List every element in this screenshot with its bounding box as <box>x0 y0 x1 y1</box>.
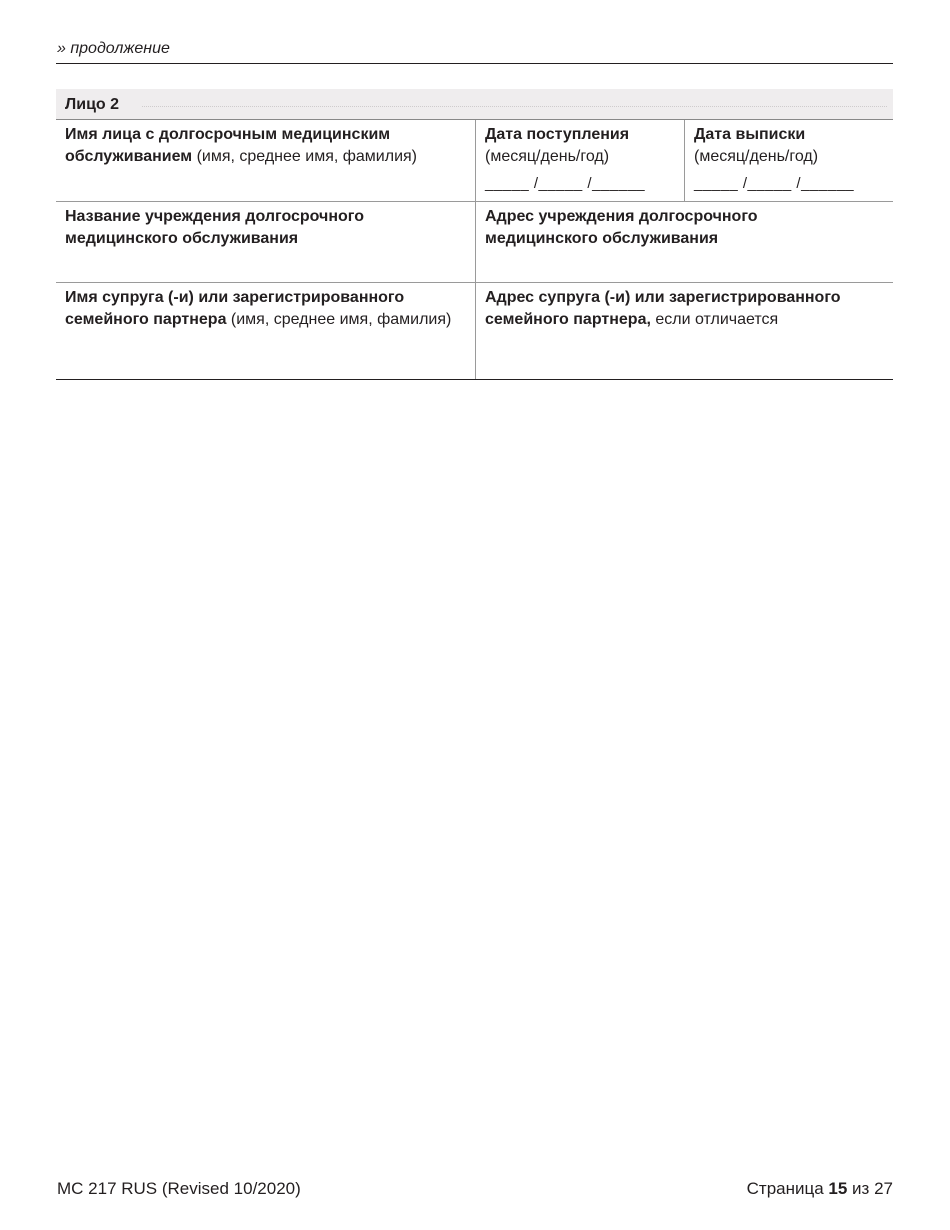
top-divider <box>56 63 893 64</box>
form-row-name-dates <box>56 120 893 202</box>
page-number <box>747 1179 893 1199</box>
field-spouse-address-label: Адрес супруга (-и) или зарегистрированного семейного партнера, <box>485 289 841 328</box>
field-resident-name[interactable] <box>56 120 475 201</box>
field-facility-address-label: Адрес учреждения долгосрочного медицинского обслуживания <box>485 208 758 247</box>
form-row-facility <box>56 202 893 283</box>
section-title: Лицо 2 <box>65 96 120 113</box>
field-resident-name-hint: (имя, среднее имя, фамилия) <box>192 148 418 165</box>
field-facility-name-label: Название учреждения долгосрочного медицинского обслуживания <box>65 208 365 247</box>
field-admission-date[interactable] <box>475 120 684 201</box>
field-discharge-date-label: Дата выписки <box>694 126 806 143</box>
person-2-form <box>56 120 893 380</box>
field-resident-name-label: Имя лица с долгосрочным медицинским обслуживанием <box>65 126 391 165</box>
form-row-spouse <box>56 283 893 380</box>
discharge-date-blank[interactable]: _____ /_____ /______ <box>694 175 855 192</box>
field-discharge-date-format: (месяц/день/год) <box>694 148 819 165</box>
field-facility-name[interactable] <box>56 202 475 282</box>
field-spouse-name-hint: (имя, среднее имя, фамилия) <box>226 311 452 328</box>
dotted-leader <box>142 106 887 107</box>
section-header <box>56 89 893 120</box>
page-prefix: Страница <box>746 1179 829 1198</box>
page-current: 15 <box>828 1179 848 1198</box>
page-middle: из <box>847 1179 875 1198</box>
field-discharge-date[interactable] <box>684 120 893 201</box>
field-spouse-address-hint: если отличается <box>650 311 779 328</box>
admission-date-blank[interactable]: _____ /_____ /______ <box>485 175 646 192</box>
field-facility-address[interactable] <box>475 202 893 282</box>
field-spouse-name[interactable] <box>56 283 475 379</box>
field-spouse-name-label: Имя супруга (-и) или зарегистрированного семейного партнера <box>65 289 405 328</box>
field-admission-date-label: Дата поступления <box>485 126 630 143</box>
field-admission-date-format: (месяц/день/год) <box>485 148 610 165</box>
page-total: 27 <box>874 1179 893 1198</box>
field-spouse-address[interactable] <box>475 283 893 379</box>
form-id: MC 217 RUS (Revised 10/2020) <box>57 1179 301 1198</box>
continuation-label: » продолжение <box>57 40 170 57</box>
